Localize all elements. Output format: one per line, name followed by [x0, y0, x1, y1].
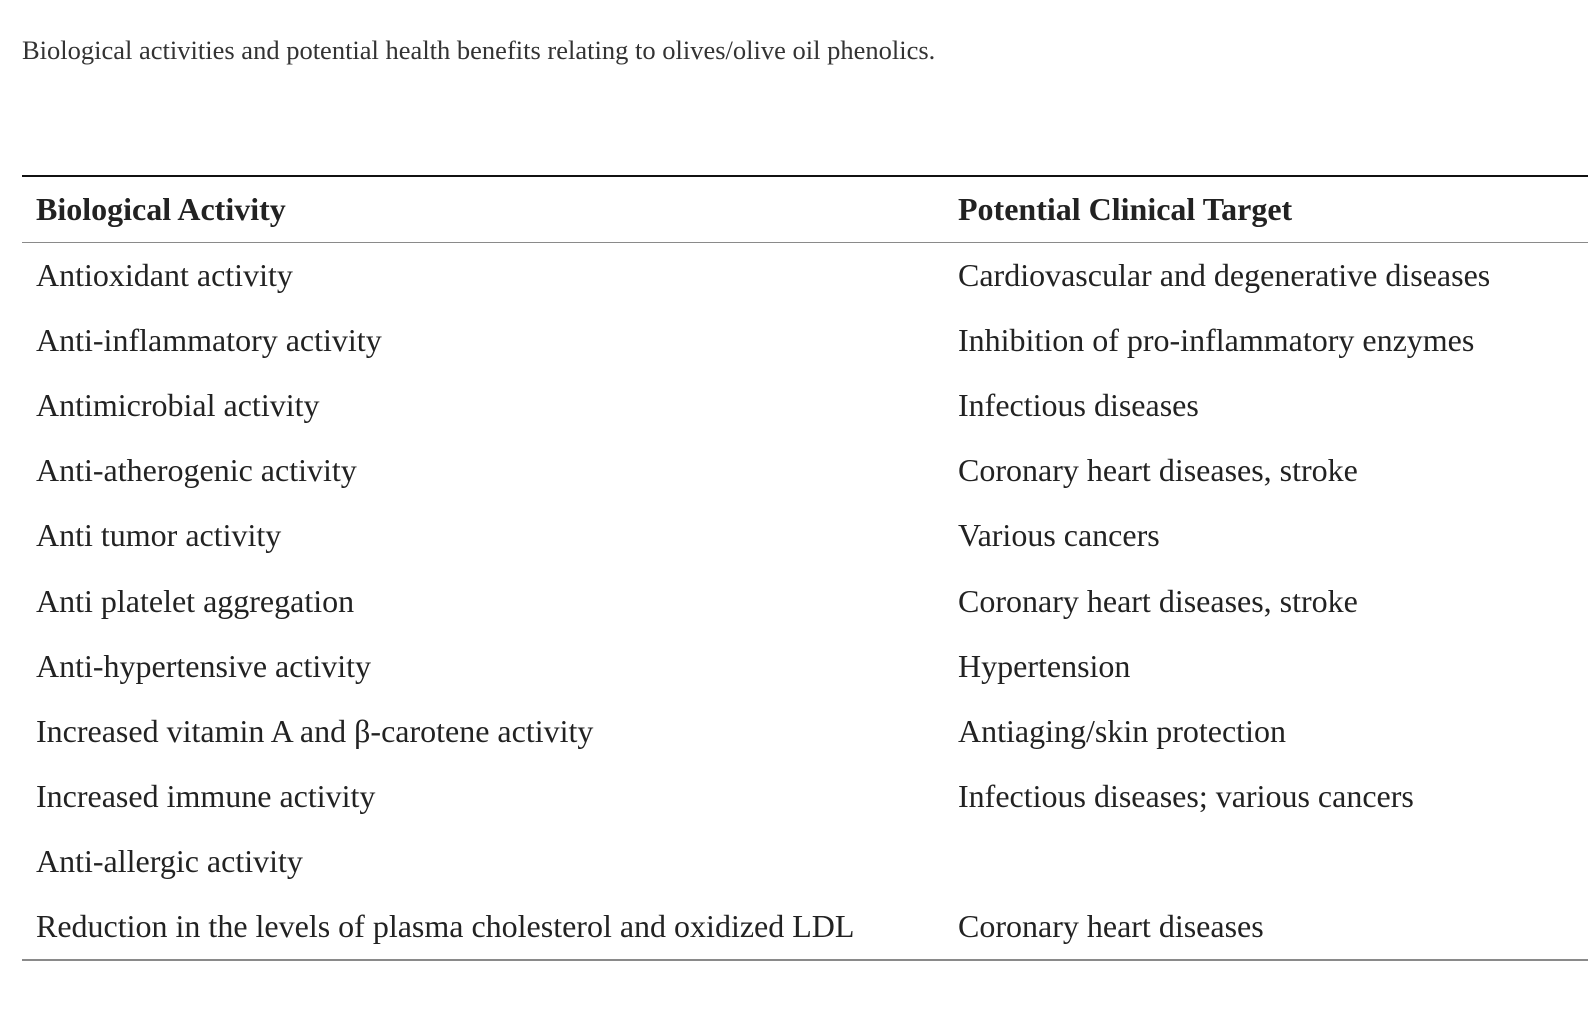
table-row	[22, 829, 1588, 894]
clinical-target-cell: Infectious diseases; various cancers	[958, 778, 1414, 815]
clinical-target-cell: Coronary heart diseases	[958, 907, 1264, 944]
clinical-target-cell	[944, 829, 1588, 894]
table-row	[22, 503, 1588, 568]
biological-activity-cell: Antimicrobial activity	[36, 386, 320, 423]
table-body	[22, 243, 1588, 960]
header-potential-clinical-target: Potential Clinical Target	[958, 191, 1293, 227]
clinical-target-cell: Cardiovascular and degenerative diseases	[958, 256, 1491, 293]
biological-activity-cell: Increased vitamin A and β-carotene activity	[36, 712, 594, 749]
table-container	[22, 175, 1588, 961]
clinical-target-cell: Various cancers	[958, 517, 1160, 554]
data-table	[22, 175, 1588, 961]
clinical-target-cell: Antiaging/skin protection	[958, 712, 1286, 749]
biological-activity-cell: Anti platelet aggregation	[36, 582, 355, 619]
clinical-target-cell: Coronary heart diseases, stroke	[958, 452, 1358, 489]
biological-activity-cell: Anti tumor activity	[36, 517, 282, 554]
table-row	[22, 699, 1588, 764]
table-row	[22, 764, 1588, 829]
biological-activity-cell: Anti-inflammatory activity	[36, 321, 382, 358]
biological-activity-cell: Antioxidant activity	[36, 256, 293, 293]
biological-activity-cell: Anti-allergic activity	[36, 843, 303, 880]
table-caption: Biological activities and potential health benefits relating to olives/olive oil phenolics.	[22, 35, 936, 65]
table-row	[22, 308, 1588, 373]
header-row	[22, 176, 1588, 243]
table-row	[22, 634, 1588, 699]
header-biological-activity: Biological Activity	[36, 191, 286, 227]
biological-activity-cell: Increased immune activity	[36, 778, 376, 815]
table-row	[22, 243, 1588, 308]
table-header	[22, 176, 1588, 243]
clinical-target-cell: Hypertension	[958, 647, 1131, 684]
clinical-target-cell: Infectious diseases	[958, 386, 1199, 423]
table-row	[22, 894, 1588, 959]
table-row	[22, 568, 1588, 633]
clinical-target-cell: Inhibition of pro-inflammatory enzymes	[958, 321, 1475, 358]
clinical-target-cell: Coronary heart diseases, stroke	[958, 582, 1358, 619]
table-row	[22, 373, 1588, 438]
table-row	[22, 438, 1588, 503]
biological-activity-cell: Anti-hypertensive activity	[36, 647, 372, 684]
biological-activity-cell: Anti-atherogenic activity	[36, 452, 357, 489]
biological-activity-cell: Reduction in the levels of plasma cholesterol and oxidized LDL	[36, 907, 855, 944]
